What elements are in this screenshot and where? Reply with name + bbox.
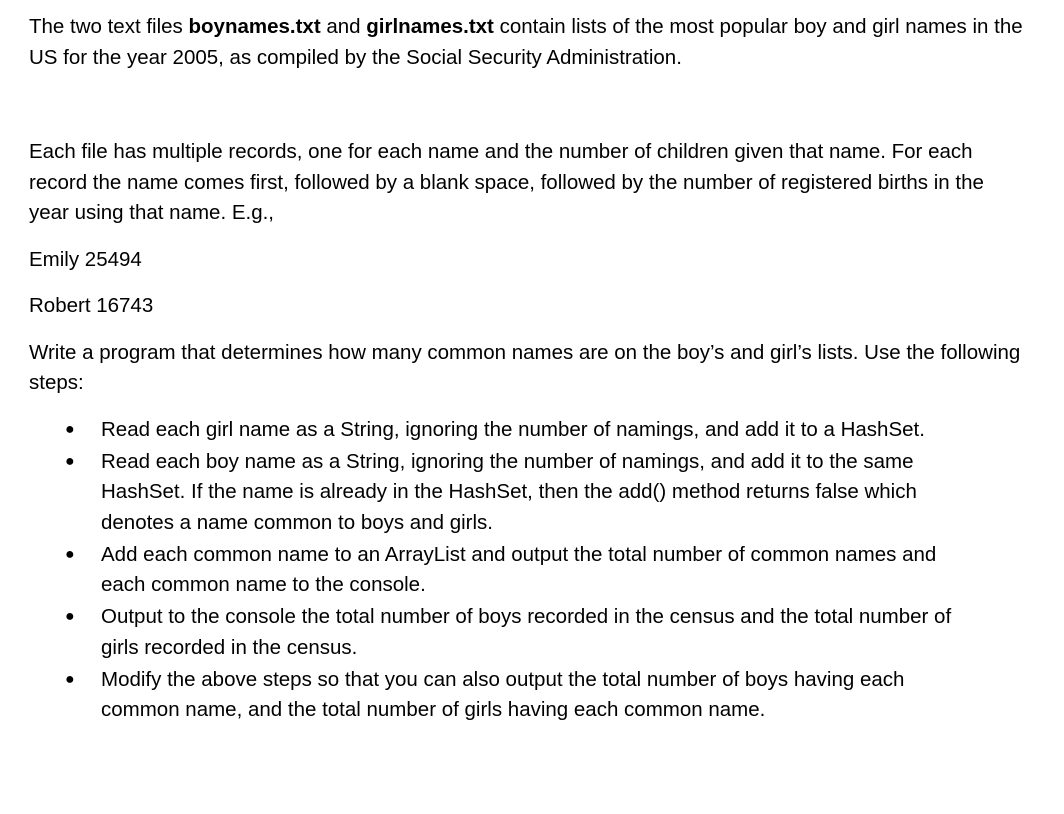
step-text: Output to the console the total number of boys recorded in the census and the total number of girls recorded in the census.: [101, 605, 952, 659]
step-item: [29, 665, 981, 726]
bullet-icon: ●: [65, 452, 75, 470]
example-record-robert: Robert 16743: [29, 294, 154, 317]
bullet-icon: ●: [65, 608, 75, 625]
intro-text-2: and: [320, 15, 367, 38]
intro-paragraph: [29, 12, 1029, 73]
step-item: [29, 602, 981, 663]
document-page: [29, 12, 1029, 727]
step-text: Add each common name to an ArrayList and output the total number of common names and each common name to the console.: [101, 542, 937, 596]
step-text: Modify the above steps so that you can also output the total number of boys having each common name, and the total number of girls having each common name.: [101, 667, 905, 721]
example-record-emily: Emily 25494: [29, 247, 142, 271]
bullet-icon: ●: [65, 670, 75, 688]
format-paragraph: Each file has multiple records, one for each name and the number of children given that name. For each record the name comes first, followed by a blank space, followed by the number of registered births in the year using that name. E.g.,: [29, 140, 984, 224]
boynames-filename: boynames.txt: [188, 15, 321, 38]
step-text: Read each girl name as a String, ignoring the number of namings, and add it to a HashSet.: [101, 417, 925, 441]
intro-text-3: contain lists of the most popular boy and girl names in the US for the year 2005, as compiled by the Social Security Administration.: [29, 15, 1023, 69]
step-item: [29, 447, 981, 539]
step-item: [29, 415, 981, 446]
task-paragraph: Write a program that determines how many common names are on the boy’s and girl’s lists. Use the following steps:: [29, 340, 1021, 394]
girlnames-filename: girlnames.txt: [366, 15, 494, 38]
step-text: Read each boy name as a String, ignoring the number of namings, and add it to the same HashSet. If the name is already in the HashSet, then the add() method returns false which denotes a name common to boys and girls.: [101, 449, 917, 534]
intro-text-1: The two text files: [29, 15, 189, 38]
bullet-icon: ●: [65, 545, 75, 563]
steps-list: [29, 415, 1029, 726]
step-item: [29, 540, 981, 601]
bullet-icon: ●: [65, 420, 75, 438]
